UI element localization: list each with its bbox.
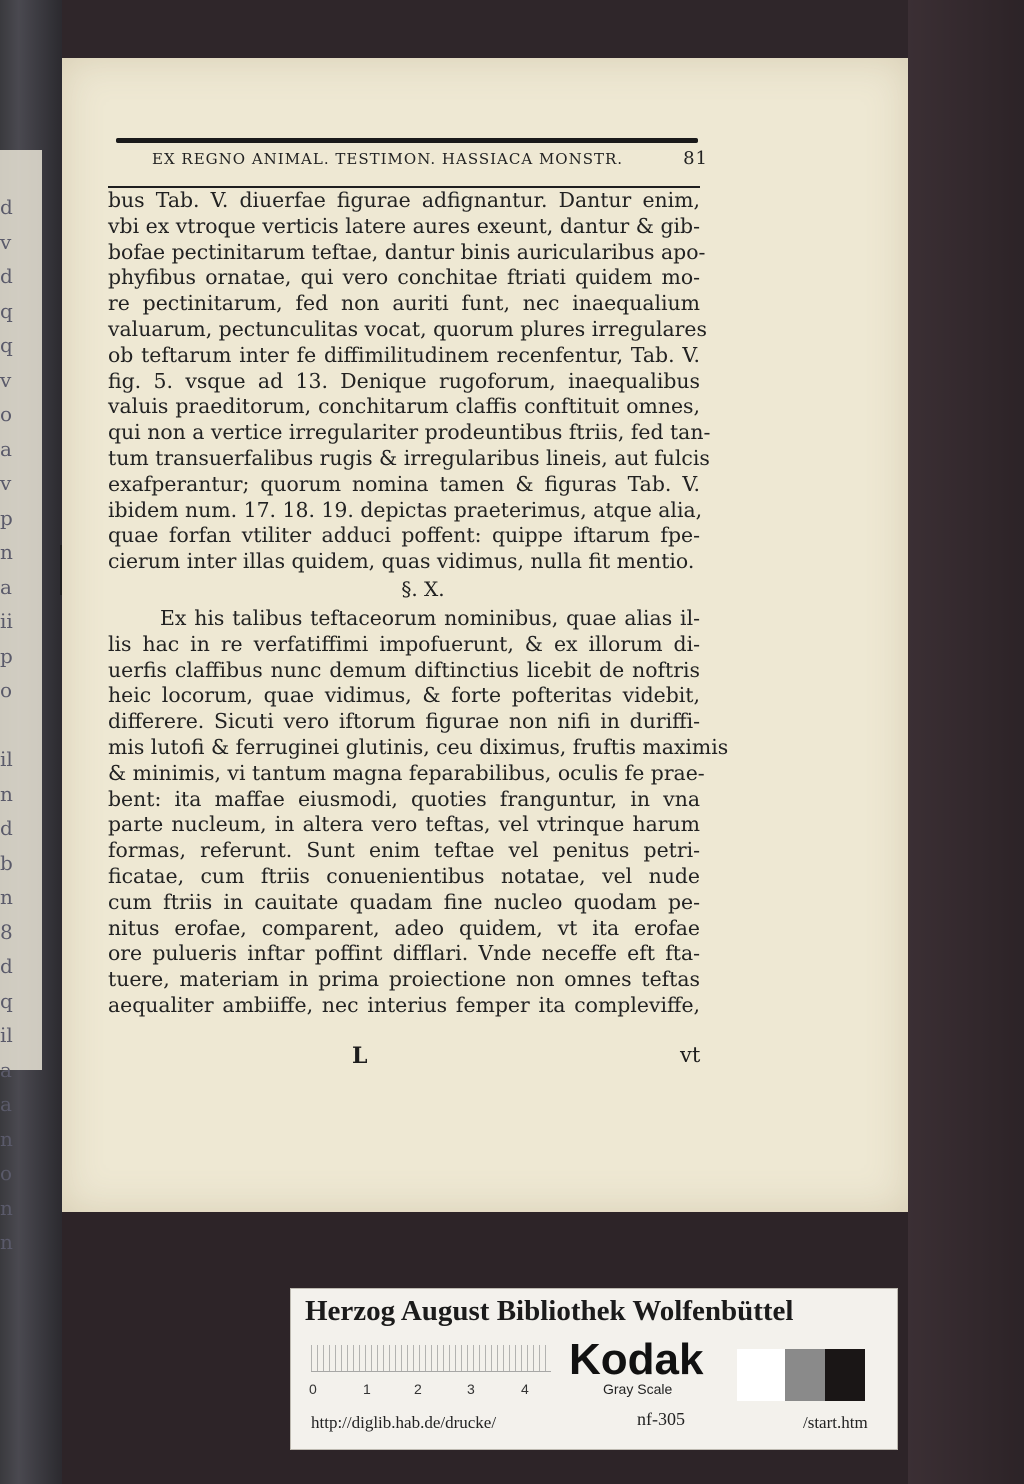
adjacent-letter: d <box>0 195 13 219</box>
text-line: ob teftarum inter fe diffimilitudinem recenfentur, Tab. V. <box>108 342 700 367</box>
white-swatch <box>737 1349 785 1401</box>
text-line: lis hac in re verfatiffimi impofuerunt, & ex illorum di- <box>108 631 700 656</box>
text-line: bofae pectinitarum teftae, dantur binis auricularibus apo- <box>108 239 706 264</box>
text-line: cierum inter illas quidem, quas vidimus, nulla fit mentio. <box>108 549 695 574</box>
adjacent-letter: d <box>0 954 13 978</box>
text-line: phyfibus ornatae, qui vero conchitae ftriati quidem mo- <box>108 265 700 290</box>
adjacent-letter <box>0 708 14 743</box>
body-text <box>108 188 729 1019</box>
gray-swatch <box>785 1349 825 1401</box>
text-line: valuis praeditorum, conchitarum claffis conftituit omnes, <box>108 394 700 419</box>
text-line: bent: ita maffae eiusmodi, quoties franguntur, in vna <box>108 786 700 811</box>
text-line: nitus erofae, comparent, adeo quidem, vt ita erofae <box>108 915 700 940</box>
margin-mark <box>60 545 62 595</box>
adjacent-letter: a <box>0 436 12 461</box>
adjacent-letter: n <box>0 885 13 909</box>
text-line: ibidem num. 17. 18. 19. depictas praeterimus, atque alia, <box>108 497 703 522</box>
text-line: heic locorum, quae vidimus, & forte pofteritas videbit, <box>108 683 700 708</box>
adjacent-letter: d <box>0 264 13 288</box>
running-head-title: EX REGNO ANIMAL. TESTIMON. HASSIACA MONSTR. <box>152 150 624 168</box>
text-line: parte nucleum, in altera vero teftas, vel vtrinque harum <box>108 812 700 837</box>
black-swatch <box>825 1349 865 1401</box>
text-line: vbi ex vtroque verticis latere aures exeunt, dantur & gib- <box>108 213 700 238</box>
gray-scale-label: Gray Scale <box>603 1381 673 1397</box>
running-head <box>152 148 708 176</box>
ornamental-rule <box>116 138 698 143</box>
text-line: tuere, materiam in prima proiectione non omnes teftas <box>108 967 700 992</box>
adjacent-letter: 8 <box>0 919 13 944</box>
text-line: fig. 5. vsque ad 13. Denique rugoforum, inaequalibus <box>108 368 700 393</box>
page-number: 81 <box>683 148 708 169</box>
source-url: http://diglib.hab.de/drucke/ <box>311 1413 497 1432</box>
text-line: Ex his talibus teftaceorum nominibus, quae alias il- <box>160 605 700 630</box>
signature-mark: L <box>352 1043 368 1069</box>
adjacent-letter: ii <box>0 609 13 633</box>
adjacent-letter: n <box>0 540 13 564</box>
adjacent-letter: il <box>0 1023 13 1047</box>
adjacent-letter: n <box>0 1230 13 1254</box>
adjacent-page-letters <box>0 190 14 1260</box>
color-calibration-card <box>290 1288 898 1450</box>
shelfmark: nf-305 <box>637 1409 685 1429</box>
paragraph-1 <box>108 188 711 575</box>
adjacent-letter: a <box>0 574 12 599</box>
catchword: vt <box>680 1043 701 1067</box>
text-line: quae forfan vtiliter adduci poffent: quippe iftarum fpe- <box>108 523 700 548</box>
adjacent-letter: o <box>0 1161 13 1185</box>
text-line: aequaliter ambiiffe, nec interius femper ita compleviffe, <box>108 992 700 1017</box>
text-line: uerfis claffibus nunc demum diftinctius licebit de noftris <box>108 657 700 682</box>
adjacent-letter: v <box>0 367 12 392</box>
adjacent-letter: p <box>0 643 13 668</box>
adjacent-letter: v <box>0 471 12 495</box>
text-line: tum transuerfalibus rugis & irregularibus lineis, aut fulcis <box>108 445 710 470</box>
adjacent-letter: n <box>0 1126 13 1151</box>
adjacent-letter: n <box>0 781 13 806</box>
section-heading: §. X. <box>401 576 445 601</box>
scan-background-right <box>908 0 1024 1484</box>
adjacent-letter: p <box>0 505 13 530</box>
adjacent-letter: d <box>0 816 13 840</box>
text-line: ore pulueris inftar poffint difflari. Vnde neceffe eft fta- <box>108 941 700 966</box>
ruler-number: 1 <box>363 1381 371 1397</box>
adjacent-letter: a <box>0 1092 12 1116</box>
start-link: /start.htm <box>803 1413 868 1432</box>
text-line: re pectinitarum, fed non auriti funt, nec inaequalium <box>108 291 700 316</box>
paragraph-2 <box>108 605 729 1019</box>
adjacent-letter: il <box>0 747 13 771</box>
library-name: Herzog August Bibliothek Wolfenbüttel <box>305 1295 794 1327</box>
ruler-number: 0 <box>309 1381 317 1397</box>
text-line: differere. Sicuti vero iftorum figurae non nifi in duriffi- <box>108 709 700 734</box>
adjacent-letter: a <box>0 1057 12 1082</box>
adjacent-letter: b <box>0 850 13 875</box>
text-line: ficatae, cum ftriis conuenientibus notatae, vel nude <box>108 863 700 888</box>
text-line: formas, referunt. Sunt enim teftae vel penitus petri- <box>108 838 700 863</box>
adjacent-letter: n <box>0 1195 13 1220</box>
text-line: mis lutofi & ferruginei glutinis, ceu diximus, fruftis maximis <box>108 734 729 759</box>
scale-ruler <box>311 1345 551 1372</box>
book-page <box>62 58 908 1212</box>
text-line: valuarum, pectunculitas vocat, quorum plures irregulares <box>108 316 707 341</box>
ruler-number: 4 <box>521 1381 529 1397</box>
adjacent-letter: q <box>0 988 13 1013</box>
adjacent-letter: v <box>0 229 12 254</box>
text-line: & minimis, vi tantum magna feparabilibus, oculis fe prae- <box>108 760 705 785</box>
kodak-logo: Kodak <box>569 1335 704 1384</box>
adjacent-letter: q <box>0 298 13 323</box>
text-line: bus Tab. V. diuerfae figurae adfignantur. Dantur enim, <box>108 188 700 212</box>
adjacent-letter: o <box>0 678 13 702</box>
text-line: exafperantur; quorum nomina tamen & figuras Tab. V. <box>108 471 700 496</box>
ruler-number: 2 <box>414 1381 422 1397</box>
ruler-number: 3 <box>467 1381 475 1397</box>
adjacent-letter: q <box>0 333 13 357</box>
text-line: cum ftriis in cauitate quadam fine nucleo quodam pe- <box>108 889 700 914</box>
text-line: qui non a vertice irregulariter prodeuntibus ftriis, fed tan- <box>108 420 711 445</box>
adjacent-letter: o <box>0 402 13 426</box>
scan-background-top <box>62 0 908 58</box>
